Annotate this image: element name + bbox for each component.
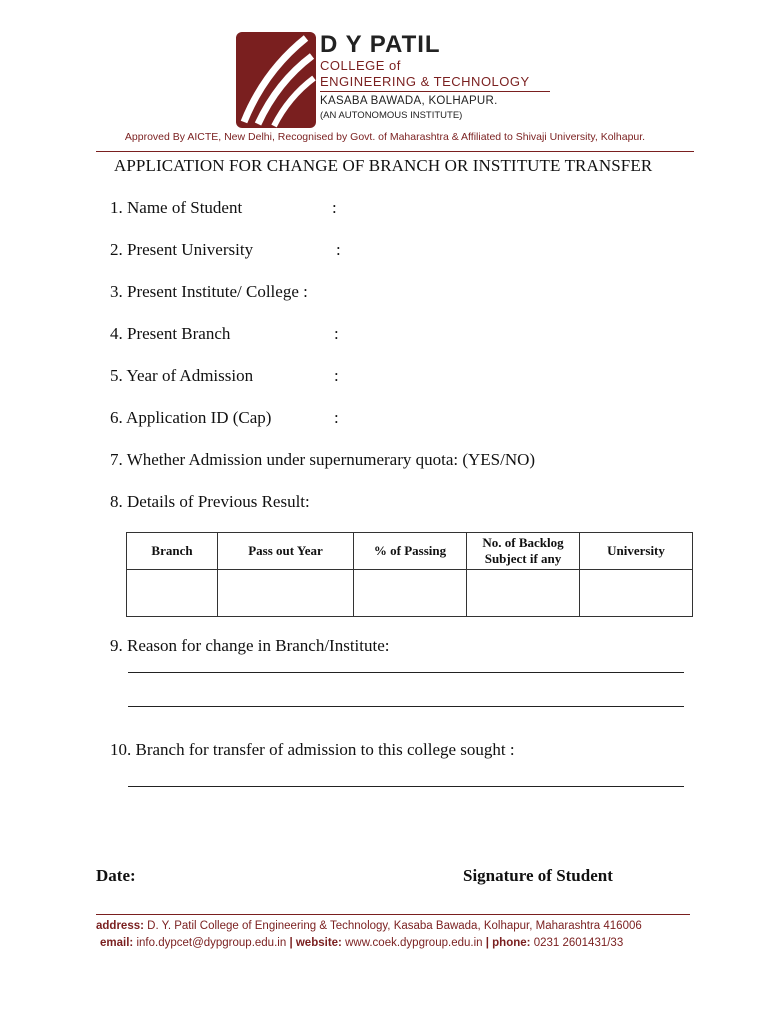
footer-address — [96, 920, 642, 932]
signature-label: Signature of Student — [463, 866, 613, 885]
footer-divider — [96, 914, 690, 915]
college-line-1: COLLEGE of — [320, 58, 401, 73]
reason-line-2[interactable] — [128, 706, 684, 707]
field-label: 5. Year of Admission — [110, 366, 254, 385]
field-present-institute — [110, 282, 308, 302]
cell-backlog[interactable] — [467, 570, 580, 617]
column-header-branch: Branch — [127, 533, 218, 570]
college-name: D Y PATIL — [320, 31, 441, 58]
date-label: Date: — [96, 866, 136, 885]
field-colon: : — [334, 408, 339, 427]
column-header-university: University — [580, 533, 693, 570]
column-header-pass-out-year: Pass out Year — [218, 533, 354, 570]
phone-label: phone: — [492, 937, 531, 949]
email-label: email: — [100, 937, 134, 949]
field-present-university — [110, 240, 341, 260]
website-text[interactable]: www.coek.dypgroup.edu.in — [345, 937, 483, 949]
cell-branch[interactable] — [127, 570, 218, 617]
field-name-of-student — [110, 198, 337, 218]
approval-note: Approved By AICTE, New Delhi, Recognised by Govt. of Maharashtra & Affiliated to Shivaji University, Kolhapur. — [124, 131, 646, 143]
college-place: KASABA BAWADA, KOLHAPUR. — [320, 95, 498, 107]
field-colon: : — [332, 198, 337, 217]
field-label: 9. Reason for change in Branch/Institute: — [110, 636, 390, 655]
college-autonomous: (AN AUTONOMOUS INSTITUTE) — [320, 110, 463, 121]
address-text: D. Y. Patil College of Engineering & Technology, Kasaba Bawada, Kolhapur, Maharashtra 416006 — [147, 920, 642, 932]
field-colon: : — [334, 366, 339, 385]
column-header-percent-passing: % of Passing — [354, 533, 467, 570]
form-title: APPLICATION FOR CHANGE OF BRANCH OR INSTITUTE TRANSFER — [114, 156, 653, 175]
footer-contact — [100, 937, 623, 949]
reason-line-1[interactable] — [128, 672, 684, 673]
email-text[interactable]: info.dypcet@dypgroup.edu.in — [136, 937, 287, 949]
college-line-2: ENGINEERING & TECHNOLOGY — [320, 74, 530, 89]
college-logo — [236, 32, 316, 128]
field-label: 3. Present Institute/ College : — [110, 282, 308, 301]
cell-university[interactable] — [580, 570, 693, 617]
brand-rule — [320, 91, 550, 92]
previous-result-table — [126, 532, 693, 617]
field-label: 8. Details of Previous Result: — [110, 492, 310, 511]
cell-percent-passing[interactable] — [354, 570, 467, 617]
field-supernumerary-quota — [110, 450, 535, 470]
table-row — [127, 570, 693, 617]
field-label: 2. Present University — [110, 240, 254, 259]
header-divider — [96, 151, 694, 152]
website-label: website: — [295, 937, 342, 949]
field-branch-sought — [110, 740, 515, 760]
field-previous-result — [110, 492, 310, 512]
field-colon: : — [334, 324, 339, 343]
separator: | — [289, 937, 293, 949]
field-present-branch — [110, 324, 339, 344]
college-brand — [320, 32, 550, 122]
branch-sought-line[interactable] — [128, 786, 684, 787]
address-label: address: — [96, 920, 144, 932]
field-application-id — [110, 408, 339, 428]
field-label: 10. Branch for transfer of admission to this college sought : — [110, 740, 515, 759]
field-label: 1. Name of Student — [110, 198, 243, 217]
field-year-of-admission — [110, 366, 339, 386]
field-reason-for-change — [110, 636, 389, 656]
field-colon: : — [336, 240, 341, 259]
field-label: 7. Whether Admission under supernumerary quota: (YES/NO) — [110, 450, 536, 469]
phone-text: 0231 2601431/33 — [533, 937, 624, 949]
cell-pass-out-year[interactable] — [218, 570, 354, 617]
table-header-row — [127, 533, 693, 570]
field-label: 4. Present Branch — [110, 324, 231, 343]
separator: | — [485, 937, 489, 949]
field-label: 6. Application ID (Cap) — [110, 408, 272, 427]
column-header-backlog: No. of Backlog Subject if any — [467, 533, 580, 570]
